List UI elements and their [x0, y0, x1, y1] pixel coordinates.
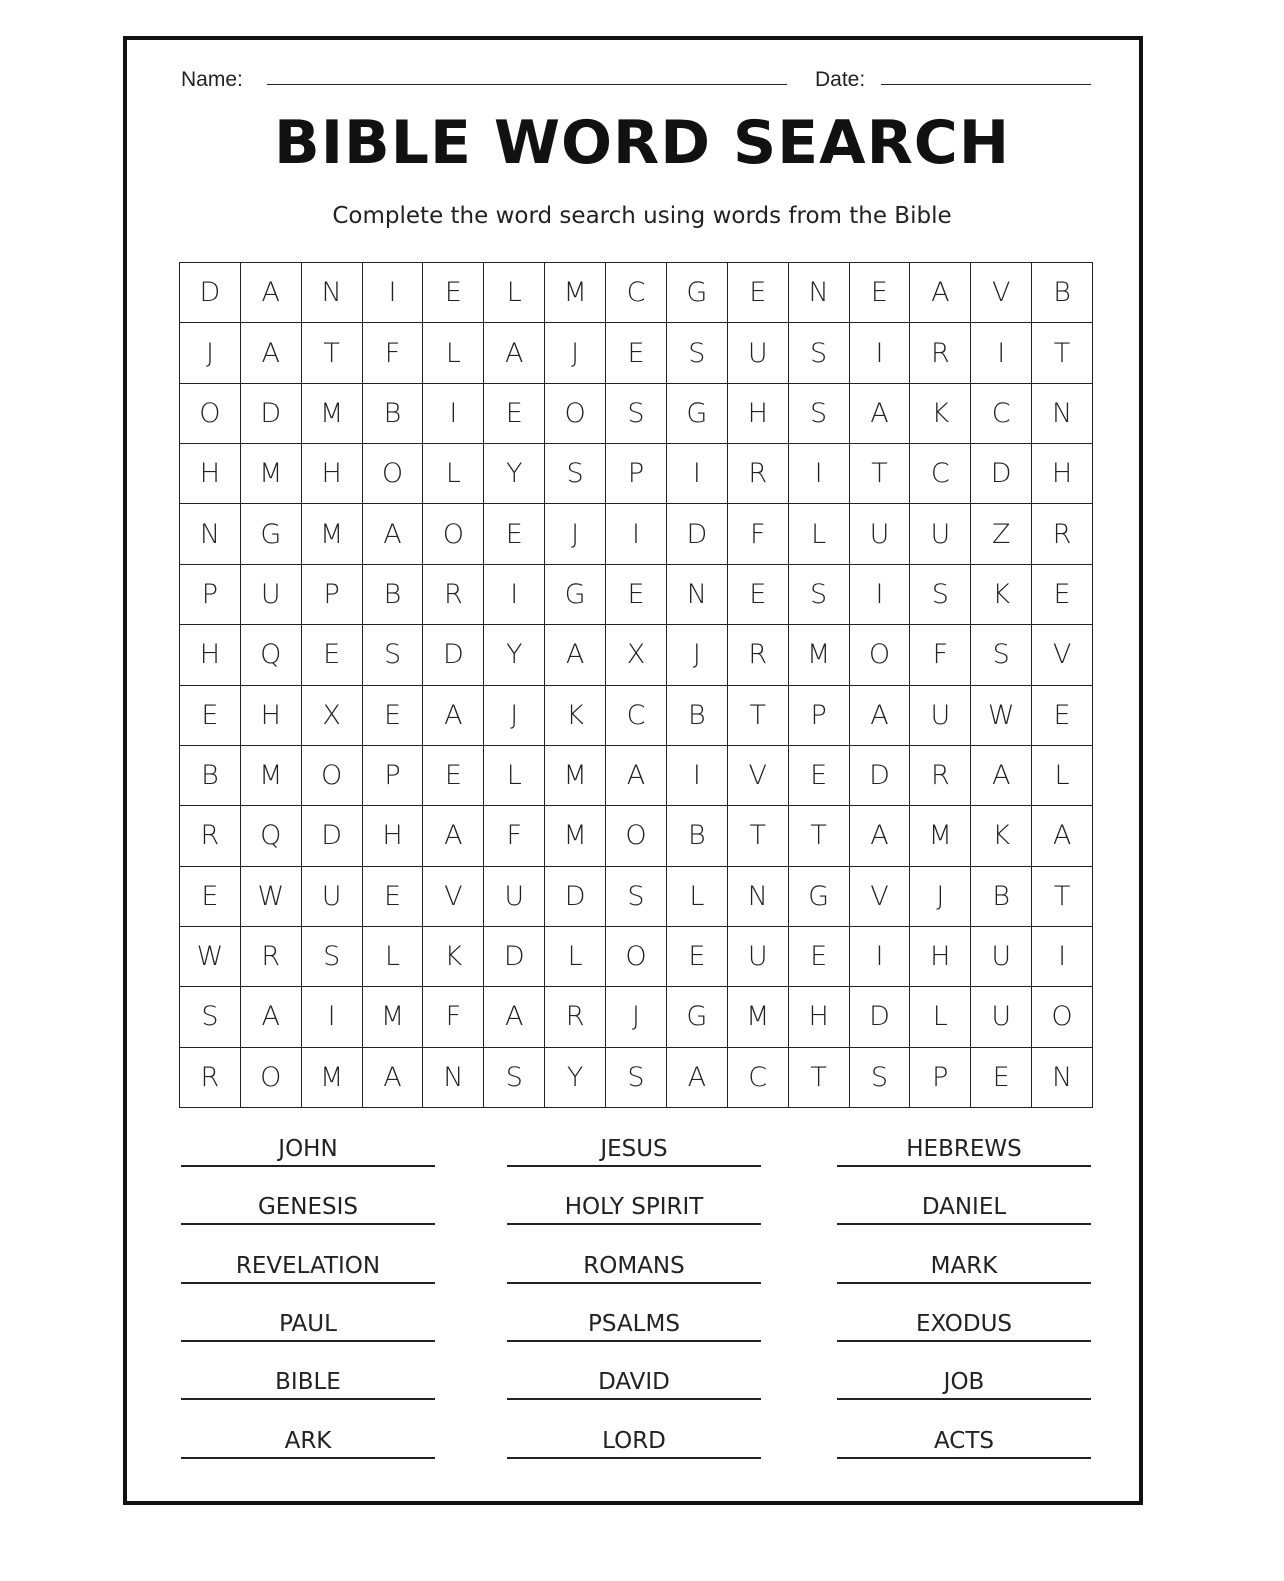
grid-cell[interactable]: L: [484, 263, 545, 323]
grid-cell[interactable]: O: [850, 625, 911, 685]
grid-cell[interactable]: H: [789, 987, 850, 1047]
grid-cell[interactable]: L: [423, 444, 484, 504]
grid-cell[interactable]: V: [423, 867, 484, 927]
grid-cell[interactable]: A: [850, 384, 911, 444]
grid-cell[interactable]: S: [910, 565, 971, 625]
word-list-item: ACTS: [837, 1421, 1091, 1459]
grid-cell[interactable]: O: [241, 1048, 302, 1108]
grid-cell[interactable]: C: [971, 384, 1032, 444]
grid-cell[interactable]: T: [789, 1048, 850, 1108]
grid-cell[interactable]: F: [363, 323, 424, 383]
grid-cell[interactable]: O: [1032, 987, 1093, 1047]
grid-cell[interactable]: A: [1032, 806, 1093, 866]
word-list-item: JOHN: [181, 1129, 435, 1167]
grid-cell[interactable]: I: [667, 444, 728, 504]
grid-cell[interactable]: J: [910, 867, 971, 927]
grid-cell[interactable]: I: [302, 987, 363, 1047]
grid-cell[interactable]: M: [302, 384, 363, 444]
grid-cell[interactable]: C: [606, 686, 667, 746]
grid-cell[interactable]: O: [363, 444, 424, 504]
grid-cell[interactable]: U: [850, 504, 911, 564]
grid-cell[interactable]: S: [363, 625, 424, 685]
word-list-item: HOLY SPIRIT: [507, 1187, 761, 1225]
grid-cell[interactable]: E: [180, 867, 241, 927]
grid-cell[interactable]: S: [789, 565, 850, 625]
grid-cell[interactable]: M: [302, 504, 363, 564]
grid-cell[interactable]: E: [484, 384, 545, 444]
grid-cell[interactable]: L: [667, 867, 728, 927]
grid-cell[interactable]: O: [180, 384, 241, 444]
grid-cell[interactable]: S: [302, 927, 363, 987]
grid-cell[interactable]: B: [971, 867, 1032, 927]
grid-cell[interactable]: G: [789, 867, 850, 927]
grid-cell[interactable]: R: [545, 987, 606, 1047]
grid-cell[interactable]: S: [484, 1048, 545, 1108]
grid-cell[interactable]: H: [302, 444, 363, 504]
grid-cell[interactable]: C: [910, 444, 971, 504]
grid-cell[interactable]: P: [606, 444, 667, 504]
grid-cell[interactable]: M: [789, 625, 850, 685]
grid-cell[interactable]: M: [910, 806, 971, 866]
grid-cell[interactable]: A: [241, 263, 302, 323]
grid-cell[interactable]: S: [789, 384, 850, 444]
grid-cell[interactable]: N: [180, 504, 241, 564]
grid-cell[interactable]: A: [971, 746, 1032, 806]
grid-cell[interactable]: A: [363, 1048, 424, 1108]
grid-cell[interactable]: F: [484, 806, 545, 866]
grid-cell[interactable]: X: [606, 625, 667, 685]
grid-cell[interactable]: O: [302, 746, 363, 806]
date-field[interactable]: [881, 84, 1091, 85]
grid-cell[interactable]: Y: [545, 1048, 606, 1108]
grid-cell[interactable]: B: [363, 384, 424, 444]
grid-cell[interactable]: L: [1032, 746, 1093, 806]
word-list-item: BIBLE: [181, 1362, 435, 1400]
grid-cell[interactable]: M: [545, 263, 606, 323]
word-list-item: DANIEL: [837, 1187, 1091, 1225]
grid-cell[interactable]: E: [789, 746, 850, 806]
word-list-item: ROMANS: [507, 1246, 761, 1284]
grid-cell[interactable]: R: [180, 806, 241, 866]
grid-cell[interactable]: N: [728, 867, 789, 927]
word-list-item: PAUL: [181, 1304, 435, 1342]
grid-cell[interactable]: A: [363, 504, 424, 564]
grid-cell[interactable]: E: [667, 927, 728, 987]
grid-cell[interactable]: W: [971, 686, 1032, 746]
grid-cell[interactable]: S: [606, 867, 667, 927]
grid-cell[interactable]: H: [241, 686, 302, 746]
grid-cell[interactable]: A: [484, 987, 545, 1047]
grid-cell[interactable]: I: [606, 504, 667, 564]
grid-cell[interactable]: L: [545, 927, 606, 987]
grid-cell[interactable]: A: [606, 746, 667, 806]
date-label: Date:: [815, 68, 866, 91]
grid-cell[interactable]: M: [728, 987, 789, 1047]
grid-cell[interactable]: B: [667, 686, 728, 746]
grid-cell[interactable]: A: [241, 323, 302, 383]
grid-cell[interactable]: M: [545, 806, 606, 866]
grid-cell[interactable]: K: [423, 927, 484, 987]
grid-cell[interactable]: V: [971, 263, 1032, 323]
grid-cell[interactable]: H: [180, 444, 241, 504]
grid-cell[interactable]: V: [1032, 625, 1093, 685]
grid-cell[interactable]: A: [423, 686, 484, 746]
grid-cell[interactable]: E: [971, 1048, 1032, 1108]
grid-cell[interactable]: E: [423, 263, 484, 323]
grid-cell[interactable]: A: [850, 806, 911, 866]
grid-cell[interactable]: S: [667, 323, 728, 383]
grid-cell[interactable]: A: [241, 987, 302, 1047]
word-list-item: DAVID: [507, 1362, 761, 1400]
grid-cell[interactable]: E: [423, 746, 484, 806]
grid-cell[interactable]: Q: [241, 806, 302, 866]
grid-cell[interactable]: T: [1032, 323, 1093, 383]
grid-cell[interactable]: Q: [241, 625, 302, 685]
grid-cell[interactable]: P: [789, 686, 850, 746]
grid-cell[interactable]: H: [728, 384, 789, 444]
grid-cell[interactable]: L: [363, 927, 424, 987]
grid-cell[interactable]: D: [850, 746, 911, 806]
grid-cell[interactable]: I: [850, 323, 911, 383]
grid-cell[interactable]: D: [180, 263, 241, 323]
grid-cell[interactable]: R: [1032, 504, 1093, 564]
grid-cell[interactable]: O: [423, 504, 484, 564]
grid-cell[interactable]: U: [484, 867, 545, 927]
grid-cell[interactable]: A: [667, 1048, 728, 1108]
grid-cell[interactable]: G: [667, 384, 728, 444]
grid-cell[interactable]: V: [728, 746, 789, 806]
grid-cell[interactable]: E: [728, 565, 789, 625]
grid-cell[interactable]: Y: [484, 625, 545, 685]
grid-cell[interactable]: U: [241, 565, 302, 625]
grid-cell[interactable]: E: [363, 686, 424, 746]
grid-cell[interactable]: U: [910, 686, 971, 746]
grid-cell[interactable]: D: [545, 867, 606, 927]
grid-cell[interactable]: I: [971, 323, 1032, 383]
grid-cell[interactable]: I: [789, 444, 850, 504]
grid-cell[interactable]: K: [971, 565, 1032, 625]
grid-cell[interactable]: B: [363, 565, 424, 625]
name-field[interactable]: [267, 84, 787, 85]
grid-cell[interactable]: E: [1032, 686, 1093, 746]
word-list-item: REVELATION: [181, 1246, 435, 1284]
grid-cell[interactable]: T: [728, 806, 789, 866]
grid-cell[interactable]: I: [667, 746, 728, 806]
grid-cell[interactable]: J: [180, 323, 241, 383]
grid-cell[interactable]: G: [667, 263, 728, 323]
grid-cell[interactable]: D: [971, 444, 1032, 504]
name-label: Name:: [181, 68, 243, 91]
grid-cell[interactable]: J: [545, 323, 606, 383]
grid-cell[interactable]: N: [789, 263, 850, 323]
grid-cell[interactable]: E: [1032, 565, 1093, 625]
grid-cell[interactable]: U: [728, 927, 789, 987]
grid-cell[interactable]: E: [606, 323, 667, 383]
grid-cell[interactable]: G: [241, 504, 302, 564]
grid-cell[interactable]: T: [850, 444, 911, 504]
grid-cell[interactable]: D: [850, 987, 911, 1047]
grid-cell[interactable]: M: [302, 1048, 363, 1108]
grid-cell[interactable]: Z: [971, 504, 1032, 564]
grid-cell[interactable]: E: [363, 867, 424, 927]
grid-cell[interactable]: I: [1032, 927, 1093, 987]
grid-cell[interactable]: X: [302, 686, 363, 746]
grid-cell[interactable]: E: [302, 625, 363, 685]
grid-cell[interactable]: M: [241, 444, 302, 504]
grid-cell[interactable]: L: [484, 746, 545, 806]
grid-cell[interactable]: F: [423, 987, 484, 1047]
grid-cell[interactable]: A: [850, 686, 911, 746]
grid-cell[interactable]: J: [667, 625, 728, 685]
grid-cell[interactable]: L: [910, 987, 971, 1047]
grid-cell[interactable]: P: [302, 565, 363, 625]
grid-cell[interactable]: V: [850, 867, 911, 927]
grid-cell[interactable]: F: [910, 625, 971, 685]
grid-cell[interactable]: I: [850, 565, 911, 625]
grid-cell[interactable]: U: [971, 927, 1032, 987]
grid-cell[interactable]: W: [241, 867, 302, 927]
grid-cell[interactable]: Y: [484, 444, 545, 504]
grid-cell[interactable]: K: [545, 686, 606, 746]
grid-cell[interactable]: R: [180, 1048, 241, 1108]
grid-cell[interactable]: D: [423, 625, 484, 685]
grid-cell[interactable]: T: [728, 686, 789, 746]
grid-cell[interactable]: O: [606, 806, 667, 866]
grid-cell[interactable]: I: [423, 384, 484, 444]
grid-cell[interactable]: N: [423, 1048, 484, 1108]
word-list-item: MARK: [837, 1246, 1091, 1284]
grid-cell[interactable]: I: [484, 565, 545, 625]
grid-cell[interactable]: N: [1032, 384, 1093, 444]
grid-cell[interactable]: U: [302, 867, 363, 927]
grid-cell[interactable]: L: [423, 323, 484, 383]
grid-cell[interactable]: D: [667, 504, 728, 564]
grid-cell[interactable]: D: [484, 927, 545, 987]
grid-cell[interactable]: R: [423, 565, 484, 625]
grid-cell[interactable]: B: [1032, 263, 1093, 323]
grid-cell[interactable]: L: [789, 504, 850, 564]
grid-cell[interactable]: J: [545, 504, 606, 564]
page-subtitle: Complete the word search using words from the Bible: [332, 203, 952, 229]
word-list-item: ARK: [181, 1421, 435, 1459]
grid-cell[interactable]: E: [728, 263, 789, 323]
grid-cell[interactable]: S: [606, 1048, 667, 1108]
word-list-item: HEBREWS: [837, 1129, 1091, 1167]
grid-cell[interactable]: B: [180, 746, 241, 806]
grid-cell[interactable]: M: [363, 987, 424, 1047]
grid-cell[interactable]: E: [850, 263, 911, 323]
grid-cell[interactable]: M: [545, 746, 606, 806]
grid-cell[interactable]: H: [910, 927, 971, 987]
grid-cell[interactable]: R: [910, 323, 971, 383]
grid-cell[interactable]: N: [1032, 1048, 1093, 1108]
grid-cell[interactable]: E: [484, 504, 545, 564]
grid-cell[interactable]: H: [1032, 444, 1093, 504]
grid-cell[interactable]: C: [728, 1048, 789, 1108]
grid-cell[interactable]: E: [606, 565, 667, 625]
word-list-item: PSALMS: [507, 1304, 761, 1342]
grid-cell[interactable]: D: [241, 384, 302, 444]
grid-cell[interactable]: S: [606, 384, 667, 444]
grid-cell[interactable]: I: [363, 263, 424, 323]
grid-cell[interactable]: U: [971, 987, 1032, 1047]
grid-cell[interactable]: R: [241, 927, 302, 987]
grid-cell[interactable]: C: [606, 263, 667, 323]
grid-cell[interactable]: S: [545, 444, 606, 504]
word-list-item: EXODUS: [837, 1304, 1091, 1342]
grid-cell[interactable]: I: [850, 927, 911, 987]
grid-cell[interactable]: A: [910, 263, 971, 323]
grid-cell[interactable]: W: [180, 927, 241, 987]
grid-cell[interactable]: K: [910, 384, 971, 444]
grid-cell[interactable]: N: [667, 565, 728, 625]
grid-cell[interactable]: S: [789, 323, 850, 383]
grid-cell[interactable]: G: [667, 987, 728, 1047]
grid-cell[interactable]: A: [545, 625, 606, 685]
grid-cell[interactable]: R: [728, 444, 789, 504]
grid-cell[interactable]: S: [180, 987, 241, 1047]
grid-cell[interactable]: P: [363, 746, 424, 806]
grid-cell[interactable]: U: [910, 504, 971, 564]
word-list-item: GENESIS: [181, 1187, 435, 1225]
grid-cell[interactable]: T: [1032, 867, 1093, 927]
grid-cell[interactable]: F: [728, 504, 789, 564]
grid-cell[interactable]: M: [241, 746, 302, 806]
grid-cell[interactable]: T: [789, 806, 850, 866]
grid-cell[interactable]: S: [971, 625, 1032, 685]
grid-cell[interactable]: H: [180, 625, 241, 685]
word-list-item: JOB: [837, 1362, 1091, 1400]
grid-cell[interactable]: B: [667, 806, 728, 866]
letter-grid: [179, 262, 1093, 1108]
grid-cell[interactable]: E: [180, 686, 241, 746]
grid-cell[interactable]: O: [545, 384, 606, 444]
grid-cell[interactable]: U: [728, 323, 789, 383]
word-list-item: JESUS: [507, 1129, 761, 1167]
grid-cell[interactable]: O: [606, 927, 667, 987]
grid-cell[interactable]: P: [180, 565, 241, 625]
word-list-item: LORD: [507, 1421, 761, 1459]
grid-cell[interactable]: A: [484, 323, 545, 383]
page-title: BIBLE WORD SEARCH: [273, 108, 1011, 178]
grid-cell[interactable]: D: [302, 806, 363, 866]
grid-cell[interactable]: E: [789, 927, 850, 987]
grid-cell[interactable]: R: [910, 746, 971, 806]
grid-cell[interactable]: P: [910, 1048, 971, 1108]
grid-cell[interactable]: S: [850, 1048, 911, 1108]
grid-cell[interactable]: J: [484, 686, 545, 746]
grid-cell[interactable]: T: [302, 323, 363, 383]
grid-cell[interactable]: H: [363, 806, 424, 866]
grid-cell[interactable]: J: [606, 987, 667, 1047]
grid-cell[interactable]: K: [971, 806, 1032, 866]
grid-cell[interactable]: G: [545, 565, 606, 625]
grid-cell[interactable]: R: [728, 625, 789, 685]
grid-cell[interactable]: N: [302, 263, 363, 323]
grid-cell[interactable]: A: [423, 806, 484, 866]
